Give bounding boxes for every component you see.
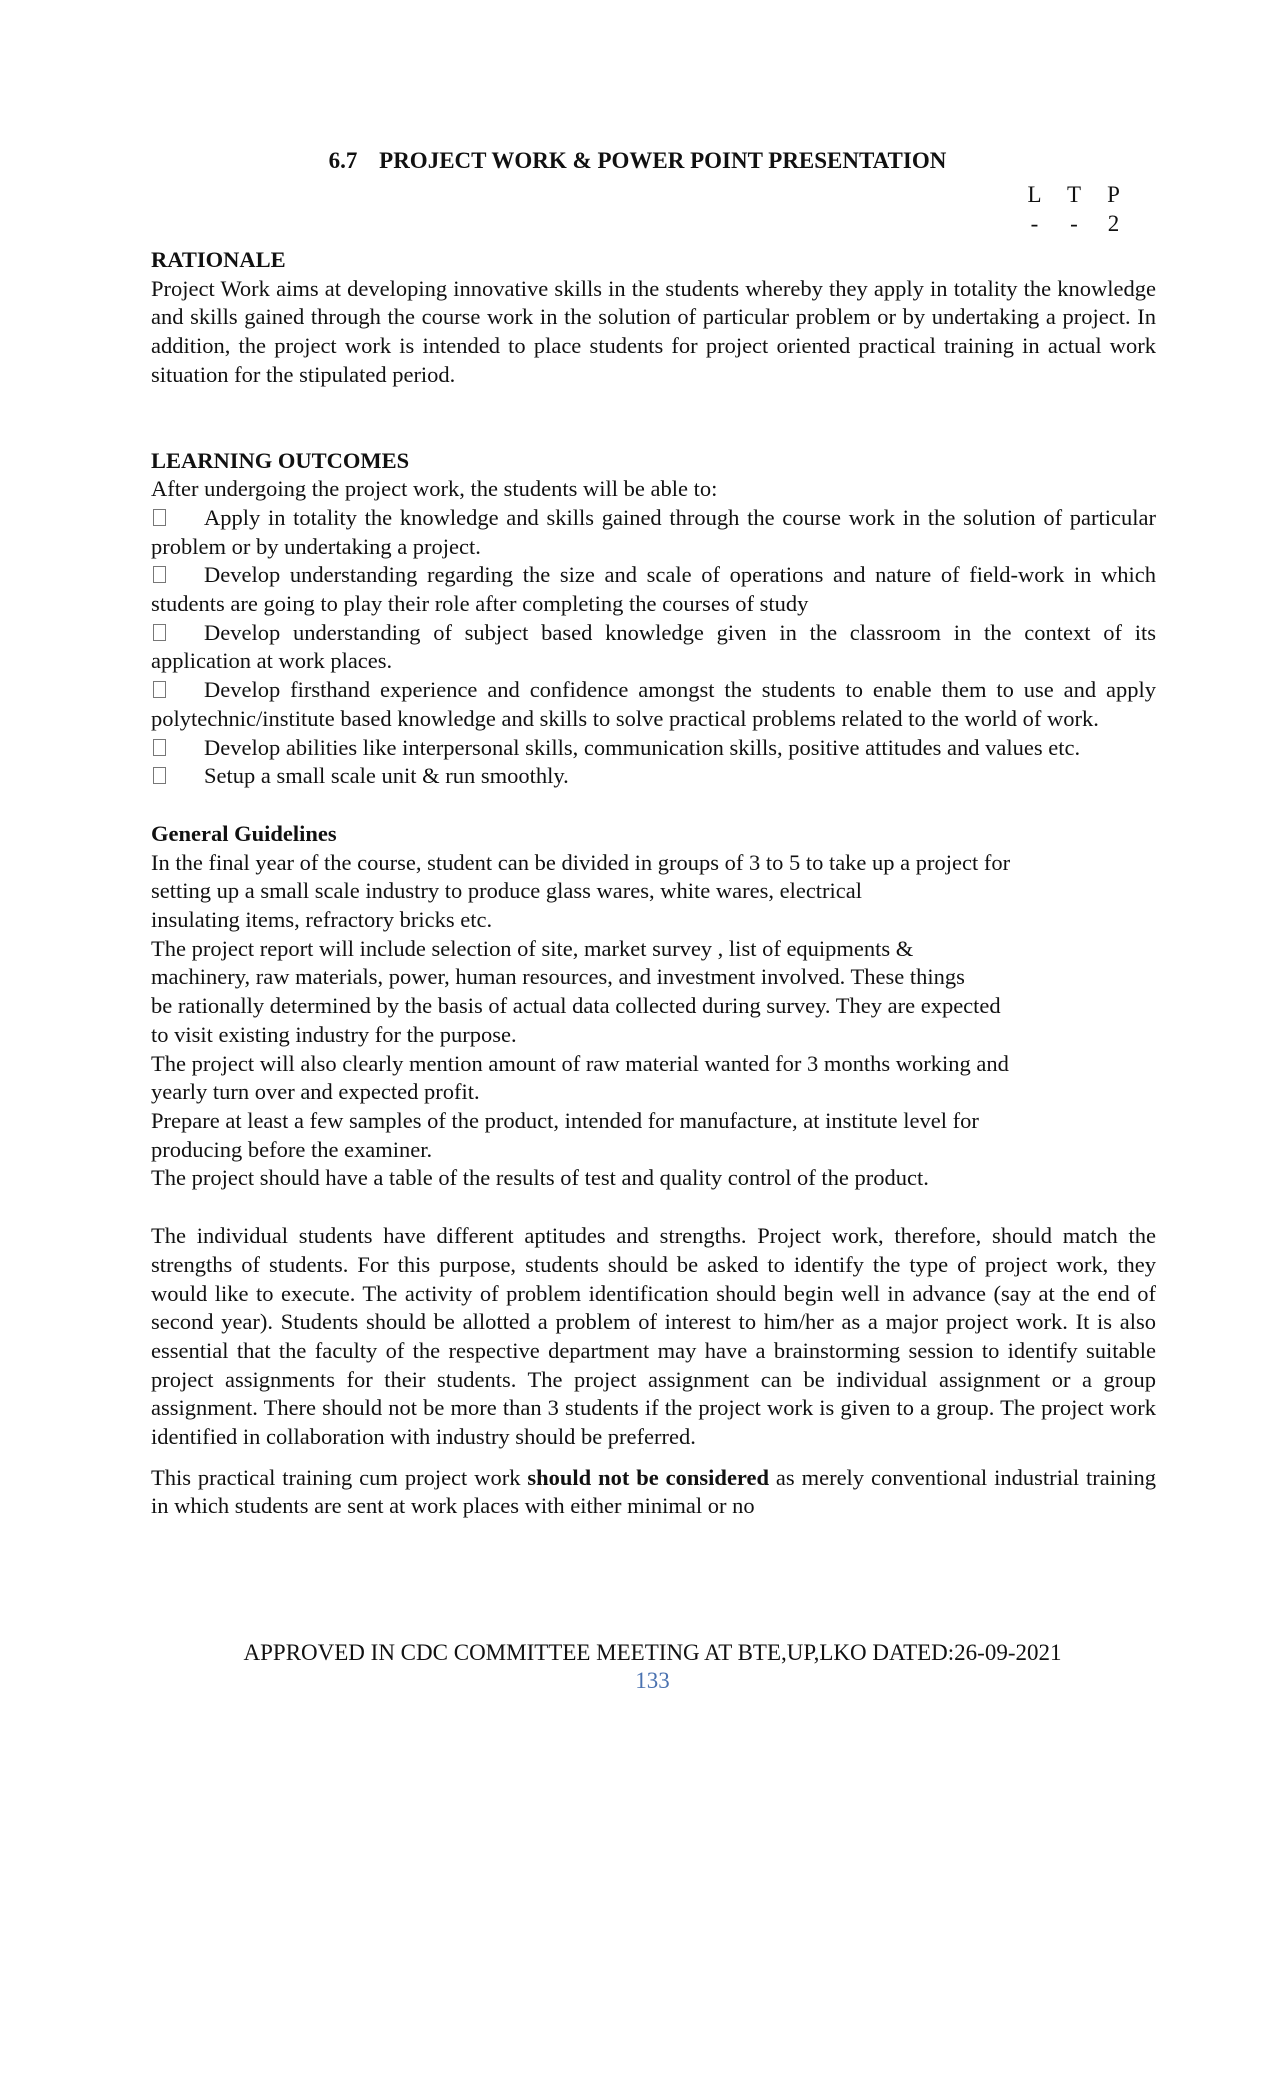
rationale-heading: RATIONALE [151,247,286,272]
emphasis-text: should not be considered [527,1464,770,1490]
guideline-line: be rationally determined by the basis of actual data collected during survey. They are expected [151,993,1001,1019]
guideline-line: machinery, raw materials, power, human resources, and investment involved. These things [151,964,965,990]
ltp-value-t: - [1070,211,1078,236]
ltp-value-p: 2 [1107,211,1120,236]
guideline-line: Prepare at least a few samples of the product, intended for manufacture, at institute level for [151,1107,979,1133]
learning-outcomes-intro: After undergoing the project work, the students will be able to: [151,476,718,502]
page-title [0,148,1275,174]
outcome-item: Setup a small scale unit & run smoothly. [151,762,1156,791]
outcome-item: Develop firsthand experience and confidence amongst the students to enable them to use and apply polytechnic/institute based knowledge and skills to solve practical problems related to the world of work. [151,677,1156,731]
ltp-table [1018,180,1130,238]
guideline-line: The project report will include selection of site, market survey , list of equipments & [151,935,914,961]
guideline-line: In the final year of the course, student can be divided in groups of 3 to 5 to take up a project for [151,849,1011,875]
individual-students-paragraph: The individual students have different aptitudes and strengths. Project work, therefore, should match the strengths of students. For this purpose, students should be asked to identify the type of project work, they would like to execute. The activity of problem identification should begin well in advance (say at the end of second year). Students should be allotted a problem of interest to him/her as a major project work. It is also essential that the faculty of the respective department may have a brainstorming session to identify suitable project assignments for their students. The project assignment can be individual assignment or a group assignment. There should not be more than 3 students if the project work is given to a group. The project work identified in collaboration with industry should be preferred. [151,1223,1156,1450]
general-guidelines-heading: General Guidelines [151,820,337,846]
ltp-label-l: L [1027,182,1042,207]
checkbox-glyph-icon [153,681,166,698]
guideline-line: setting up a small scale industry to produce glass wares, white wares, electrical [151,878,863,904]
outcome-item: Develop abilities like interpersonal skills, communication skills, positive attitudes and values etc. [151,734,1156,763]
checkbox-glyph-icon [153,739,166,756]
approval-footer: APPROVED IN CDC COMMITTEE MEETING AT BTE,UP,LKO DATED:26-09-2021 [243,1640,1062,1665]
ltp-value-l: - [1030,211,1039,236]
learning-outcomes-heading: LEARNING OUTCOMES [151,447,410,473]
training-paragraph: This practical training cum project work should not be considered as merely conventional industrial training in which students are sent at work places with either minimal or no [151,1464,1156,1519]
section-number: 6.7 [328,148,358,173]
guideline-line: to visit existing industry for the purpose. [151,1021,517,1047]
section-title: PROJECT WORK & POWER POINT PRESENTATION [379,148,947,173]
ltp-values [1018,209,1130,238]
outcome-item: Develop understanding of subject based knowledge given in the classroom in the context of its application at work places. [151,619,1156,674]
checkbox-glyph-icon [153,566,166,583]
ltp-labels [1018,180,1130,209]
outcome-item: Develop understanding regarding the size and scale of operations and nature of field-work in which students are going to play their role after completing the courses of study [151,562,1156,617]
guideline-line: yearly turn over and expected profit. [151,1079,480,1105]
guideline-line: The project should have a table of the results of test and quality control of the product. [151,1165,929,1191]
ltp-label-p: P [1107,182,1120,207]
outcome-item: Apply in totality the knowledge and skills gained through the course work in the solution of particular problem or by undertaking a project. [151,504,1156,559]
guideline-line: insulating items, refractory bricks etc. [151,907,493,933]
checkbox-glyph-icon [153,767,166,784]
checkbox-glyph-icon [153,509,166,526]
main-content [151,246,1156,1521]
page-number: 133 [635,1668,670,1693]
ltp-label-t: T [1066,182,1082,207]
guideline-line: producing before the examiner. [151,1136,433,1162]
guideline-line: The project will also clearly mention amount of raw material wanted for 3 months working and [151,1050,1009,1076]
rationale-text: Project Work aims at developing innovative skills in the students whereby they apply in totality the knowledge and skills gained through the course work in the solution of particular problem or by undertaking a project. In addition, the project work is intended to place students for project oriented practical training in actual work situation for the stipulated period. [151,275,1156,387]
checkbox-glyph-icon [153,624,166,641]
